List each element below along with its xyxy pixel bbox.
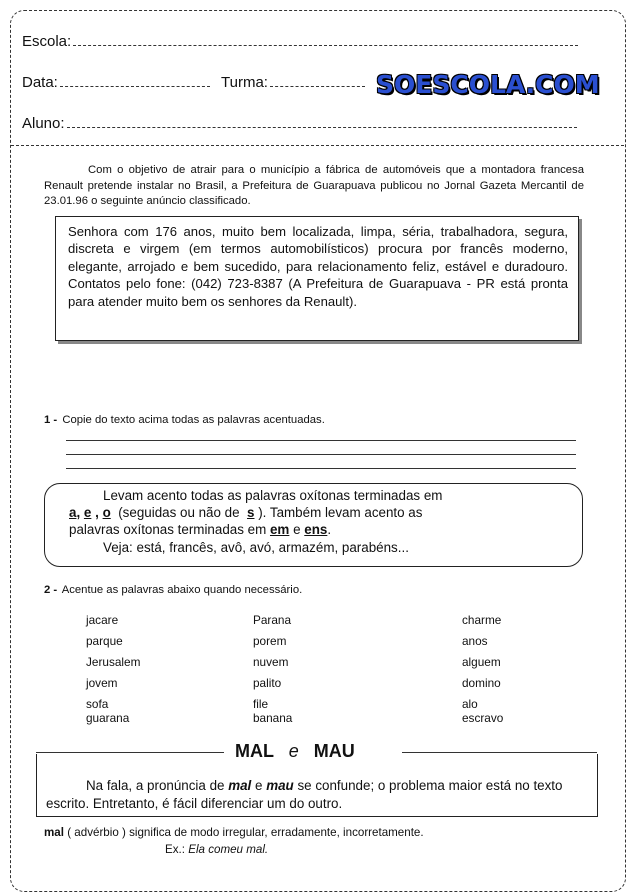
title-mal: MAL: [235, 741, 274, 761]
definition-word: mal: [44, 826, 64, 839]
title-rule-right: [402, 752, 597, 753]
mal-definition: [44, 826, 424, 839]
turma-label: Turma:: [221, 74, 268, 91]
example-label: Ex.:: [165, 843, 185, 856]
intro-paragraph: Com o objetivo de atrair para o município a fábrica de automóveis que a montadora francesa Renault pretende instalar no Brasil, a Prefeitura de Guarapuava publicou no Jornal Gazeta Mercantil de 23.01.96 o seguinte anúncio classificado.: [44, 164, 584, 207]
mal-text-e: e: [255, 778, 263, 793]
aluno-label: Aluno:: [22, 115, 65, 132]
turma-field: [221, 74, 365, 91]
rule-and: e: [293, 522, 301, 537]
ending-ens: ens: [304, 522, 328, 537]
title-rule-left: [36, 752, 224, 753]
data-label: Data:: [22, 74, 58, 91]
word-item: Jerusalem: [86, 655, 141, 669]
rule-line-3-text: palavras oxítonas terminadas em: [69, 522, 267, 537]
definition-class: ( advérbio ): [67, 826, 126, 839]
classified-ad-text: Senhora com 176 anos, muito bem localizada, limpa, séria, trabalhadora, segura, discreta e virgem (em termos automobilísticos) procura por francês moderno, elegante, arrojado e bem sucedido, para relacionamento feliz, estável e duradouro. Contatos pelo fone: (042) 723-8387 (A Prefeitura de Guarapuava - PR está pronta para atender muito bem os senhores da Renault).: [68, 224, 568, 309]
header-divider: [11, 145, 624, 146]
word-mal: mal: [228, 778, 252, 793]
mal-text-a: Na fala, a pronúncia de: [86, 778, 225, 793]
word-item: jovem: [86, 676, 118, 690]
word-item: palito: [253, 676, 282, 690]
classified-ad-box: [55, 216, 579, 341]
question-2-text: Acentue as palavras abaixo quando necessário.: [61, 584, 303, 596]
rule-period: .: [327, 522, 332, 537]
aluno-line[interactable]: [67, 115, 577, 128]
rule-seguidas: (seguidas ou não de: [118, 505, 240, 520]
comma: ,: [95, 505, 99, 520]
question-1-number: 1 -: [44, 414, 58, 426]
answer-line[interactable]: [66, 454, 576, 455]
vowel-a: a: [69, 505, 77, 520]
data-line[interactable]: [60, 74, 210, 87]
answer-line[interactable]: [66, 440, 576, 441]
escola-label: Escola:: [22, 33, 72, 50]
word-item: jacare: [86, 613, 119, 627]
definition-meaning: significa de modo irregular, erradamente, incorretamente.: [129, 826, 424, 839]
word-item: anos: [462, 634, 488, 648]
ending-em: em: [269, 522, 290, 537]
word-item: escravo: [462, 711, 504, 725]
comma: ,: [76, 505, 81, 520]
vowel-o: o: [102, 505, 111, 520]
escola-line[interactable]: [73, 33, 578, 46]
example-text: Ela comeu mal.: [188, 843, 269, 856]
word-item: file: [253, 697, 269, 711]
question-1: [44, 414, 325, 426]
question-2-number: 2 -: [44, 584, 58, 596]
soescola-logo: SOESCOLA.COM: [376, 70, 600, 99]
answer-line[interactable]: [66, 468, 576, 469]
letter-s: s: [247, 505, 255, 520]
word-item: guarana: [86, 711, 130, 725]
word-item: sofa: [86, 697, 109, 711]
title-mau: MAU: [313, 741, 355, 761]
aluno-field: [22, 115, 577, 132]
rule-line-2: [69, 504, 422, 521]
escola-field: [22, 33, 578, 50]
word-mau: mau: [266, 778, 294, 793]
title-e: e: [288, 741, 299, 761]
question-1-text: Copie do texto acima todas as palavras acentuadas.: [62, 414, 325, 426]
question-2: [44, 584, 302, 596]
word-item: domino: [462, 676, 501, 690]
word-item: alo: [462, 697, 478, 711]
word-item: nuvem: [253, 655, 289, 669]
rule-line-3: [69, 521, 331, 538]
definition-example: [165, 843, 268, 856]
rule-tambem: ). Também levam acento as: [258, 505, 423, 520]
data-field: [22, 74, 210, 91]
vowel-e: e: [83, 505, 92, 520]
rule-line-1: Levam acento todas as palavras oxítonas terminadas em: [103, 488, 443, 503]
word-item: alguem: [462, 655, 501, 669]
word-item: charme: [462, 613, 502, 627]
rule-examples: Veja: está, francês, avô, avó, armazém, parabéns...: [103, 540, 409, 555]
mal-mau-text: [46, 777, 586, 813]
word-item: banana: [253, 711, 293, 725]
word-item: Parana: [253, 613, 292, 627]
mal-text-b: se confunde; o problema maior está no texto escrito. Entretanto, é fácil diferenciar um do outro.: [46, 778, 563, 811]
turma-line[interactable]: [270, 74, 365, 87]
word-item: porem: [253, 634, 287, 648]
word-item: parque: [86, 634, 123, 648]
